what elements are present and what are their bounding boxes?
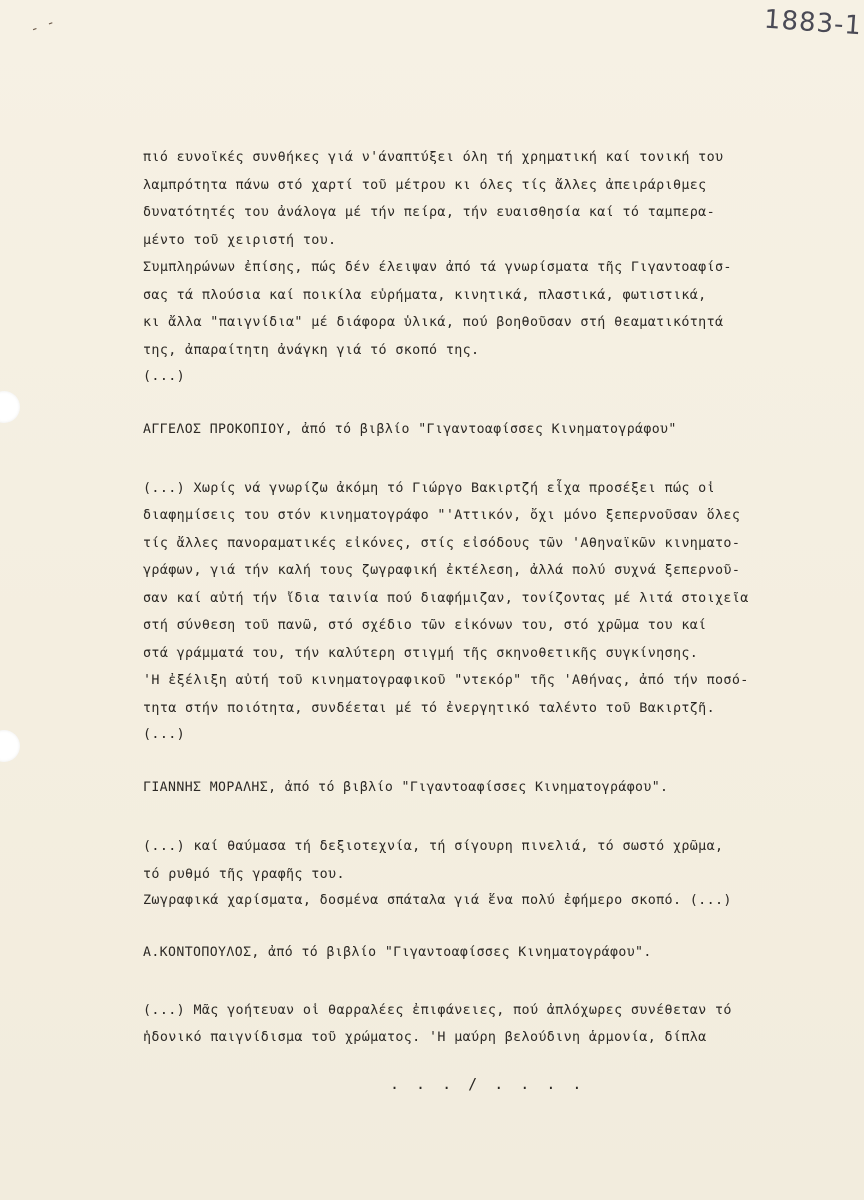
text-line: σαν καί αὐτή τήν ἴδια ταινία πού διαφήμιζαν, τονίζοντας μέ λιτά στοιχεῖα xyxy=(143,591,749,606)
text-line: πιό ευνοϊκές συνθήκες γιά ν'άναπτύξει όλη τή χρηματική καί τονική του xyxy=(143,150,724,165)
ellipsis-marker: (...) xyxy=(143,369,186,384)
punch-hole xyxy=(0,730,20,762)
text-line: τίς ἄλλες πανοραματικές εἰκόνες, στίς εἰσόδους τῶν 'Αθηναϊκῶν κινηματο- xyxy=(143,536,741,551)
text-line: (...) Χωρίς νά γνωρίζω ἀκόμη τό Γιώργο Βακιρτζή εἶχα προσέξει πώς οἱ xyxy=(143,481,716,496)
text-line: στά γράμματά του, τήν καλύτερη στιγμή τῆς σκηνοθετικῆς συγκίνησης. xyxy=(143,646,699,661)
text-line: τητα στήν ποιότητα, συνδέεται μέ τό ἐνεργητικό ταλέντο τοῦ Βακιρτζῆ. xyxy=(143,701,716,716)
text-line: γράφων, γιά τήν καλή τους ζωγραφική ἐκτέλεση, ἀλλά πολύ συχνά ξεπερνοῦ- xyxy=(143,563,741,578)
corner-pencil-mark: - - xyxy=(28,14,58,38)
text-line: Συμπληρώνων ἐπίσης, πώς δέν έλειψαν ἀπό τά γνωρίσματα τῆς Γιγαντοαφίσ- xyxy=(143,260,732,275)
text-line: σας τά πλούσια καί ποικίλα εὑρήματα, κινητικά, πλαστικά, φωτιστικά, xyxy=(143,288,707,303)
citation-heading: ΓΙΑΝΝΗΣ ΜΟΡΑΛΗΣ, ἀπό τό βιβλίο "Γιγαντοαφίσσες Κινηματογράφου". xyxy=(143,780,669,795)
text-line: (...) καί θαύμασα τή δεξιοτεχνία, τή σίγουρη πινελιά, τό σωστό χρῶμα, xyxy=(143,839,724,854)
citation-heading: Α.ΚΟΝΤΟΠΟΥΛΟΣ, ἀπό τό βιβλίο "Γιγαντοαφίσσες Κινηματογράφου". xyxy=(143,945,652,960)
citation-heading: ΑΓΓΕΛΟΣ ΠΡΟΚΟΠΙΟΥ, ἀπό τό βιβλίο "Γιγαντοαφίσσες Κινηματογράφου" xyxy=(143,422,677,437)
text-line: (...) Μᾶς γοήτευαν οἱ θαρραλέες ἐπιφάνειες, πού ἀπλόχωρες συνέθεταν τό xyxy=(143,1003,732,1018)
text-line: ἡδονικό παιγνίδισμα τοῦ χρώματος. 'Η μαύρη βελούδινη ἁρμονία, δίπλα xyxy=(143,1030,707,1045)
text-line: Ζωγραφικά χαρίσματα, δοσμένα σπάταλα γιά ἕνα πολύ ἐφήμερο σκοπό. (...) xyxy=(143,893,732,908)
text-line: δυνατότητές του ἀνάλογα μέ τήν πείρα, τήν ευαισθησία καί τό ταμπερα- xyxy=(143,205,716,220)
text-line: κι ἄλλα "παιγνίδια" μέ διάφορα ὑλικά, πού βοηθοῦσαν στή θεαματικότητά xyxy=(143,315,724,330)
archive-number: 1883-1 xyxy=(762,4,863,42)
ellipsis-marker: (...) xyxy=(143,727,186,742)
text-line: 'Η ἐξέλιξη αὐτή τοῦ κινηματογραφικοῦ "ντεκόρ" τῆς 'Αθήνας, ἀπό τήν ποσό- xyxy=(143,673,749,688)
text-line: της, ἀπαραίτητη ἀνάγκη γιά τό σκοπό της. xyxy=(143,343,480,358)
text-line: τό ρυθμό τῆς γραφῆς του. xyxy=(143,867,345,882)
text-line: λαμπρότητα πάνω στό χαρτί τοῦ μέτρου κι όλες τίς ἄλλες ἀπειράριθμες xyxy=(143,178,707,193)
text-line: διαφημίσεις του στόν κινηματογράφο "'Αττικόν, ὄχι μόνο ξεπερνοῦσαν ὅλες xyxy=(143,508,741,523)
text-line: στή σύνθεση τοῦ πανῶ, στό σχέδιο τῶν εἰκόνων του, στό χρῶμα του καί xyxy=(143,618,707,633)
text-line: μέντο τοῦ χειριστή του. xyxy=(143,233,337,248)
punch-hole xyxy=(0,391,20,423)
continuation-marker: . . . / . . . . xyxy=(390,1075,586,1093)
